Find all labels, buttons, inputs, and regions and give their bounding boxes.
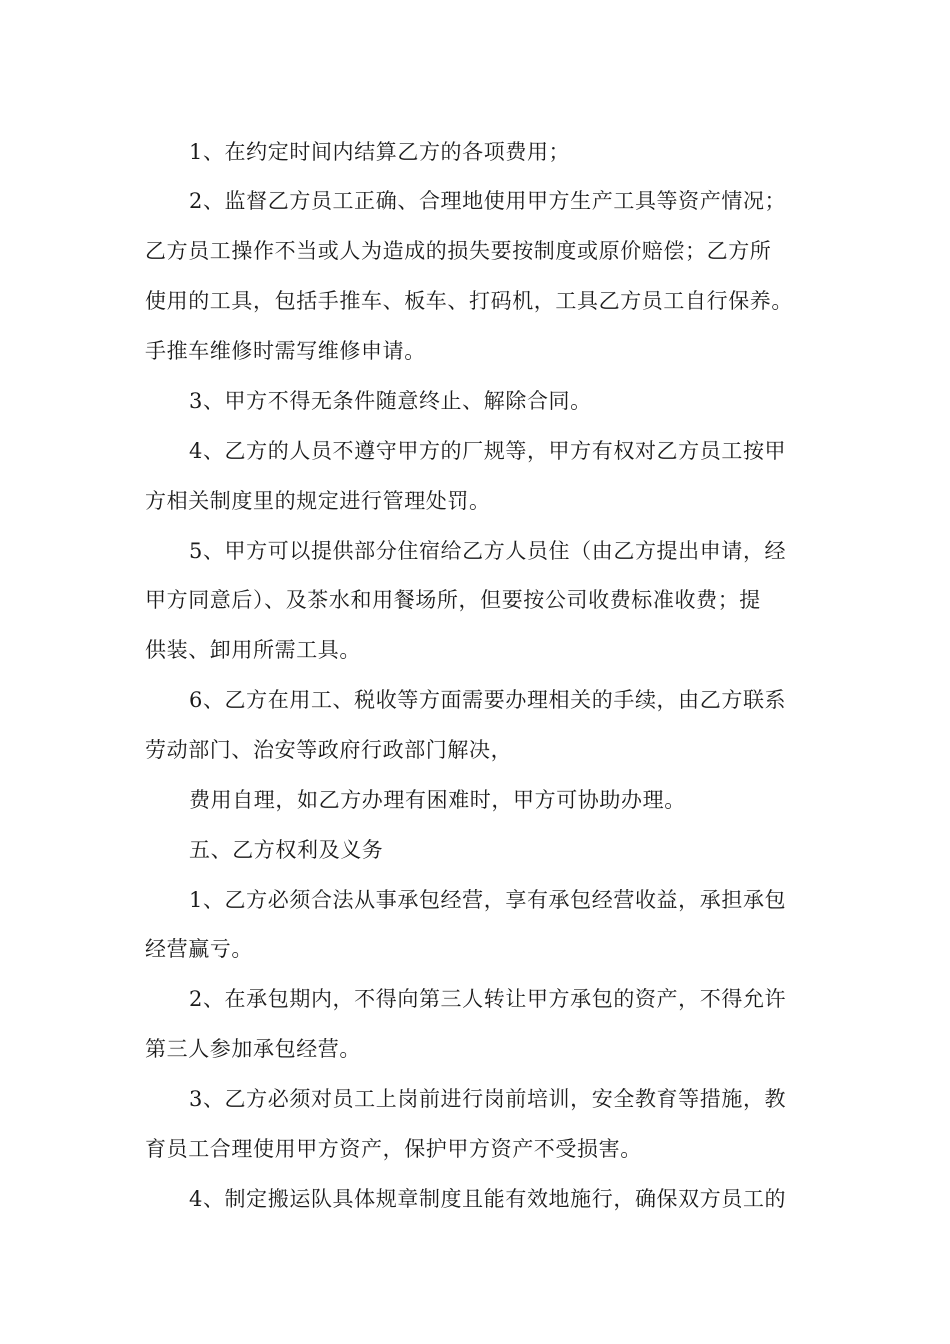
text-line: 乙方员工操作不当或人为造成的损失要按制度或原价赔偿；乙方所 xyxy=(145,239,772,263)
text-line: 1、乙方必须合法从事承包经营，享有承包经营收益，承担承包 xyxy=(189,888,787,912)
text-line: 方相关制度里的规定进行管理处罚。 xyxy=(145,489,491,513)
text-line: 2、监督乙方员工正确、合理地使用甲方生产工具等资产情况； xyxy=(189,189,787,213)
text-line: 手推车维修时需写维修申请。 xyxy=(145,339,426,363)
text-line: 育员工合理使用甲方资产，保护甲方资产不受损害。 xyxy=(145,1137,642,1161)
text-line: 3、乙方必须对员工上岗前进行岗前培训，安全教育等措施，教 xyxy=(189,1087,787,1111)
text-line: 2、在承包期内，不得向第三人转让甲方承包的资产，不得允许 xyxy=(189,987,787,1011)
text-line: 4、乙方的人员不遵守甲方的厂规等，甲方有权对乙方员工按甲 xyxy=(189,439,787,463)
text-line: 经营赢亏。 xyxy=(145,937,253,961)
text-line: 供装、卸用所需工具。 xyxy=(145,638,361,662)
text-line: 第三人参加承包经营。 xyxy=(145,1037,361,1061)
section-heading: 五、乙方权利及义务 xyxy=(189,838,384,862)
text-line: 5、甲方可以提供部分住宿给乙方人员住（由乙方提出申请，经 xyxy=(189,539,787,563)
text-line: 费用自理，如乙方办理有困难时，甲方可协助办理。 xyxy=(189,788,686,812)
text-line: 劳动部门、治安等政府行政部门解决， xyxy=(145,738,513,762)
text-line: 使用的工具，包括手推车、板车、打码机，工具乙方员工自行保养。 xyxy=(145,289,793,313)
text-line: 4、制定搬运队具体规章制度且能有效地施行，确保双方员工的 xyxy=(189,1187,787,1211)
text-line: 3、甲方不得无条件随意终止、解除合同。 xyxy=(189,389,592,413)
text-line: 甲方同意后）、及茶水和用餐场所，但要按公司收费标准收费；提 xyxy=(145,588,761,612)
text-line: 6、乙方在用工、税收等方面需要办理相关的手续，由乙方联系 xyxy=(189,688,787,712)
text-line: 1、在约定时间内结算乙方的各项费用； xyxy=(189,140,571,164)
